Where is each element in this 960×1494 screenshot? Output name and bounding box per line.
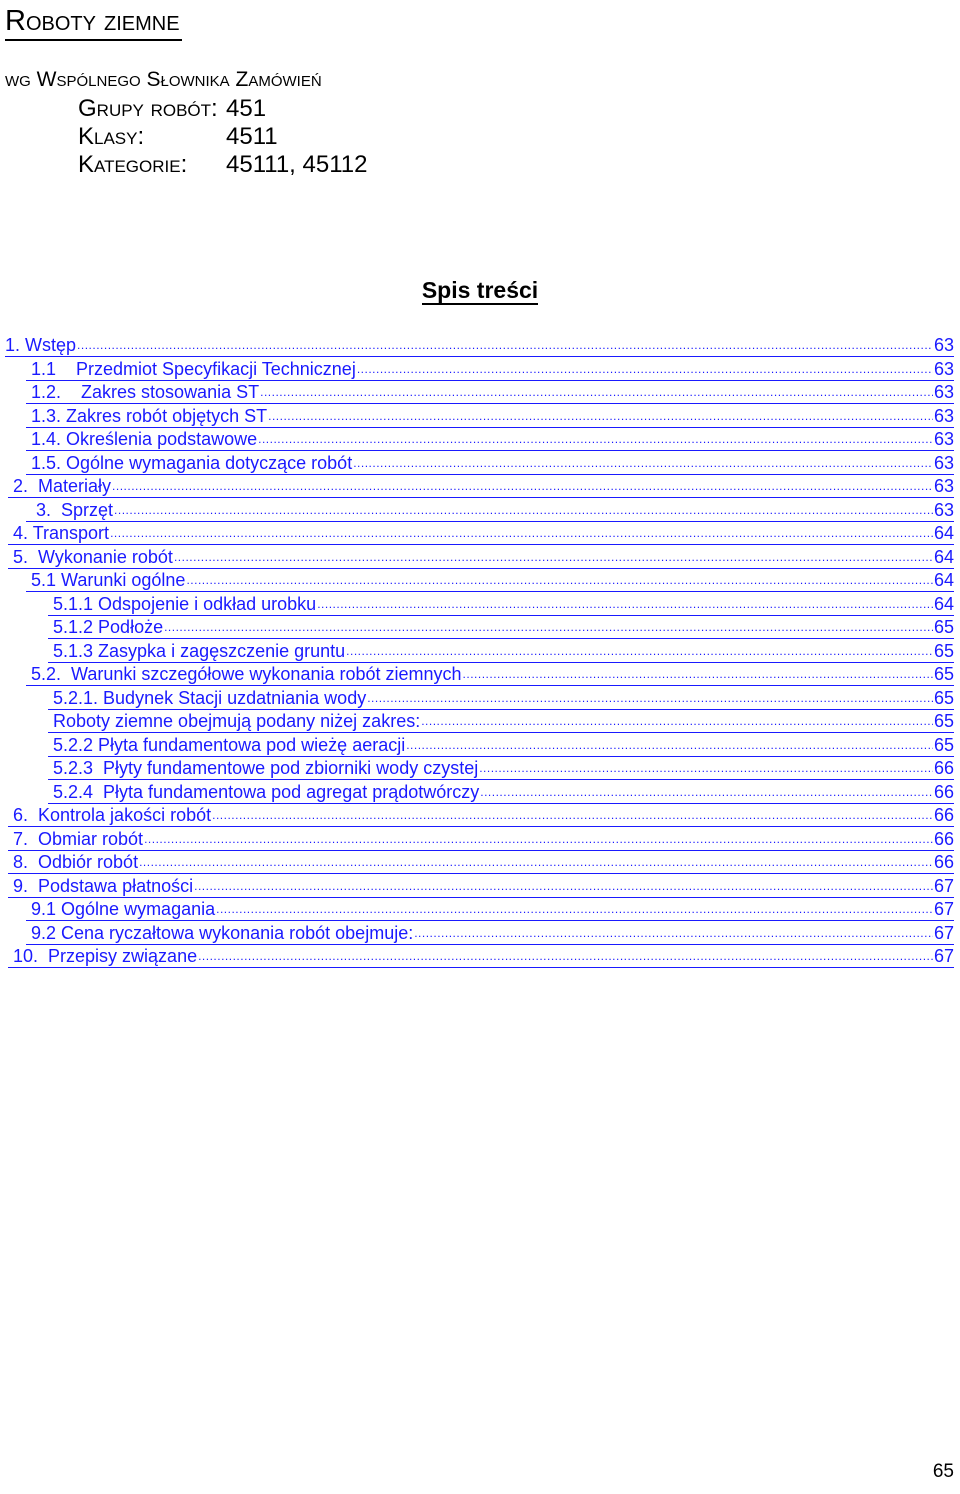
- toc-item-text: 9.1 Ogólne wymagania: [26, 899, 216, 919]
- toc-item-text: 1.4. Określenia podstawowe: [26, 429, 258, 449]
- toc-item-text: 1.2. Zakres stosowania ST: [26, 382, 260, 402]
- toc-leader: [193, 875, 933, 897]
- toc-item-page: 66: [933, 758, 954, 778]
- toc-item-5[interactable]: [8, 545, 954, 569]
- toc-heading: [0, 276, 960, 304]
- toc-item-page: 63: [933, 453, 954, 473]
- toc-item-page: 63: [933, 476, 954, 496]
- toc-item-text: 5.2.4 Płyta fundamentowa pod agregat prądotwórczy: [48, 782, 480, 802]
- toc-item-page: 66: [933, 805, 954, 825]
- toc-item-5-2-1[interactable]: [48, 686, 954, 710]
- classification-row-groups: [78, 95, 266, 123]
- toc-leader: [76, 334, 933, 356]
- toc-item-text: Roboty ziemne obejmują podany niżej zakres:: [48, 711, 421, 731]
- classification-label: Kategorie:: [78, 151, 188, 178]
- classification-label: Klasy:: [78, 123, 145, 150]
- toc-leader: [138, 851, 933, 873]
- toc-item-page: 67: [933, 923, 954, 943]
- toc-item-page: 67: [933, 876, 954, 896]
- toc-item-text: 2. Materiały: [8, 476, 112, 496]
- toc-item-page: 64: [933, 570, 954, 590]
- toc-item-1-4[interactable]: [26, 427, 954, 451]
- toc-leader: [356, 358, 933, 380]
- toc-item-page: 65: [933, 664, 954, 684]
- toc-item-7[interactable]: [8, 827, 954, 851]
- toc-item-text: 5.1.2 Podłoże: [48, 617, 164, 637]
- toc-item-1-3[interactable]: [26, 404, 954, 428]
- toc-heading-text: Spis treści: [421, 277, 539, 303]
- toc-leader: [405, 734, 933, 756]
- toc-item-text: 5.1.1 Odspojenie i odkład urobku: [48, 594, 317, 614]
- toc-leader: [111, 475, 933, 497]
- toc-item-text: 5.2.1. Budynek Stacji uzdatniania wody: [48, 688, 367, 708]
- toc-item-text: 1.5. Ogólne wymagania dotyczące robót: [26, 453, 353, 473]
- toc-item-text: 5.1.3 Zasypka i zagęszczenie gruntu: [48, 641, 346, 661]
- toc-leader: [185, 569, 933, 591]
- toc-item-text: 7. Obmiar robót: [8, 829, 144, 849]
- toc-leader: [352, 452, 933, 474]
- toc-item-1-1[interactable]: [26, 357, 954, 381]
- toc-item-roboty-ziemne-zakres[interactable]: [48, 709, 954, 733]
- toc-item-text: 4. Transport: [8, 523, 110, 543]
- toc-item-page: 63: [933, 406, 954, 426]
- toc-item-page: 65: [933, 688, 954, 708]
- toc-item-text: 5.2.2 Płyta fundamentowa pod wieżę aeracji: [48, 735, 406, 755]
- toc-item-page: 66: [933, 852, 954, 872]
- toc-item-9-1[interactable]: [26, 897, 954, 921]
- classification-value: 45111, 45112: [226, 151, 368, 178]
- document-title: Roboty ziemne: [5, 3, 182, 41]
- toc-item-text: 5.2.3 Płyty fundamentowe pod zbiorniki wody czystej: [48, 758, 479, 778]
- toc-item-text: 9. Podstawa płatności: [8, 876, 194, 896]
- toc-leader: [316, 593, 933, 615]
- toc-item-page: 64: [933, 547, 954, 567]
- classification-label: Grupy robót:: [78, 95, 218, 122]
- classification-heading: wg Wspólnego Słownika Zamówień: [5, 68, 322, 91]
- toc-leader: [257, 428, 933, 450]
- toc-item-text: 5.1 Warunki ogólne: [26, 570, 186, 590]
- toc-leader: [109, 522, 933, 544]
- toc-leader: [462, 663, 933, 685]
- toc-leader: [413, 922, 933, 944]
- toc-item-5-1[interactable]: [26, 568, 954, 592]
- toc-leader: [420, 710, 933, 732]
- toc-item-page: 63: [933, 429, 954, 449]
- toc-item-page: 64: [933, 594, 954, 614]
- classification-row-classes: [78, 123, 278, 151]
- toc-item-3[interactable]: [26, 498, 954, 522]
- classification-row-categories: [78, 151, 367, 179]
- toc-item-page: 64: [933, 523, 954, 543]
- toc-item-1-2[interactable]: [26, 380, 954, 404]
- toc-item-text: 1.1 Przedmiot Specyfikacji Technicznej: [26, 359, 356, 379]
- toc-item-page: 65: [933, 711, 954, 731]
- toc-leader: [267, 405, 933, 427]
- toc-item-page: 67: [933, 899, 954, 919]
- toc-item-wstep[interactable]: [5, 333, 954, 357]
- toc-leader: [345, 640, 933, 662]
- toc-item-text: 5.2. Warunki szczegółowe wykonania robót ziemnych: [26, 664, 462, 684]
- toc-item-5-2-4[interactable]: [48, 780, 954, 804]
- toc-item-1-5[interactable]: [26, 451, 954, 475]
- toc-item-page: 66: [933, 829, 954, 849]
- toc-item-5-2-2[interactable]: [48, 733, 954, 757]
- toc-item-5-1-2[interactable]: [48, 615, 954, 639]
- toc-leader: [197, 945, 933, 967]
- toc-item-9[interactable]: [8, 874, 954, 898]
- toc-item-page: 67: [933, 946, 954, 966]
- toc-leader: [478, 757, 933, 779]
- toc-leader: [173, 546, 933, 568]
- toc-item-text: 1.3. Zakres robót objętych ST: [26, 406, 268, 426]
- toc-leader: [163, 616, 933, 638]
- toc-item-6[interactable]: [8, 803, 954, 827]
- toc-item-page: 65: [933, 735, 954, 755]
- toc-item-text: 8. Odbiór robót: [8, 852, 139, 872]
- toc-leader: [143, 828, 933, 850]
- toc-item-5-1-1[interactable]: [48, 592, 954, 616]
- toc-item-text: 1. Wstęp: [5, 335, 77, 355]
- toc-item-5-2-3[interactable]: [48, 756, 954, 780]
- toc-item-page: 65: [933, 641, 954, 661]
- toc-item-page: 63: [933, 382, 954, 402]
- toc-item-text: 5. Wykonanie robót: [8, 547, 173, 567]
- toc-item-4[interactable]: [8, 521, 954, 545]
- toc-leader: [479, 781, 933, 803]
- toc-item-8[interactable]: [8, 850, 954, 874]
- toc-item-page: 63: [933, 335, 954, 355]
- toc-item-page: 63: [933, 359, 954, 379]
- classification-value: 4511: [226, 123, 278, 150]
- toc-item-page: 65: [933, 617, 954, 637]
- toc-item-10[interactable]: [8, 944, 954, 968]
- toc-item-text: 6. Kontrola jakości robót: [8, 805, 212, 825]
- classification-value: 451: [226, 95, 267, 122]
- toc-item-text: 10. Przepisy związane: [8, 946, 198, 966]
- page-number: 65: [932, 1461, 954, 1482]
- toc-leader: [215, 898, 933, 920]
- toc-item-text: 9.2 Cena ryczałtowa wykonania robót obejmuje:: [26, 923, 414, 943]
- toc-item-text: 3. Sprzęt: [26, 500, 114, 520]
- toc-leader: [211, 804, 933, 826]
- toc-item-2[interactable]: [8, 474, 954, 498]
- toc-item-page: 63: [933, 500, 954, 520]
- toc-leader: [113, 499, 933, 521]
- toc-item-5-1-3[interactable]: [48, 639, 954, 663]
- toc-item-page: 66: [933, 782, 954, 802]
- toc-leader: [259, 381, 933, 403]
- toc-item-9-2[interactable]: [26, 921, 954, 945]
- toc-item-5-2[interactable]: [26, 662, 954, 686]
- toc-leader: [366, 687, 933, 709]
